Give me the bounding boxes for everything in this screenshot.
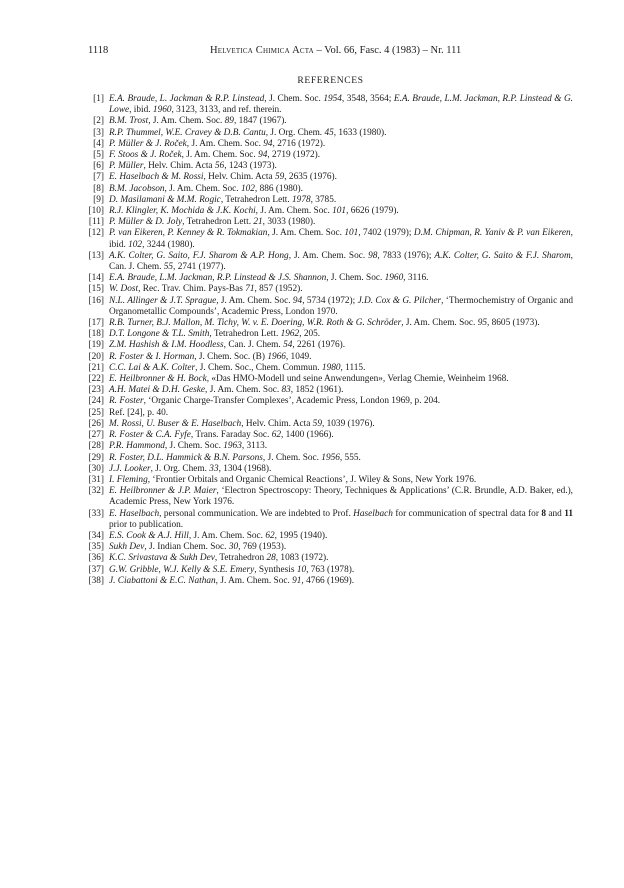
reference-authors: N.L. Allinger & J.T. Sprague <box>109 295 217 306</box>
reference-number: [ 8 ] <box>82 184 104 195</box>
reference-item <box>88 352 573 363</box>
reference-text: , 1633 (1980). <box>333 127 387 138</box>
reference-item <box>88 385 573 396</box>
reference-volume: 98 <box>368 250 378 261</box>
reference-text: , 1243 (1973). <box>224 161 277 172</box>
reference-volume: 30 <box>228 542 239 553</box>
reference-authors: A.K. Colter, G. Saito & F.J. Sharom <box>434 250 571 261</box>
reference-text: , 3785. <box>310 194 337 205</box>
reference-item <box>88 531 573 542</box>
reference-authors: E.A. Braude, L.M. Jackman, R.P. Linstead & J.S. Shannon <box>109 273 327 284</box>
reference-text: , J. Chem. Soc. (B) <box>194 351 268 362</box>
reference-text: , Helv. Chim. Acta <box>203 172 275 183</box>
reference-authors: R. Foster & C.A. Fyfe <box>109 430 191 441</box>
reference-volume: 59 <box>312 418 322 429</box>
reference-list <box>88 94 573 587</box>
reference-text: , 1847 (1967). <box>233 116 287 127</box>
reference-authors: Sukh Dev <box>109 542 145 553</box>
reference-authors: I. Fleming <box>109 474 148 485</box>
reference-text: , 3123, 3133, and ref. therein. <box>171 105 282 116</box>
reference-text: , J. Chem. Soc. <box>164 441 224 452</box>
reference-item <box>88 464 573 475</box>
reference-text: , Synthesis <box>254 564 297 575</box>
reference-item <box>88 363 573 374</box>
reference-item <box>88 396 573 407</box>
reference-text: , 7402 (1979); <box>358 228 414 239</box>
reference-authors: R.J. Klingler, K. Mochida & J.K. Kochi <box>109 206 256 217</box>
reference-authors: J.D. Cox & G. Pilcher <box>357 295 442 306</box>
reference-text: , 2716 (1972). <box>272 138 326 149</box>
reference-text: , Tetrahedron <box>214 553 267 564</box>
reference-authors: E.A. Braude, L. Jackman & R.P. Linstead <box>109 94 265 104</box>
reference-text: , J. Org. Chem. <box>265 127 325 138</box>
reference-text: , 1995 (1940). <box>274 530 328 541</box>
reference-text: , 8605 (1973). <box>486 318 540 329</box>
reference-authors: Z.M. Hashish & I.M. Hoodless <box>109 340 224 351</box>
reference-authors: R.B. Turner, B.J. Mallon, M. Tichy, W. v. E. Doering, W.R. Roth & G. Schröder <box>109 318 402 329</box>
reference-volume: 56 <box>214 161 225 172</box>
reference-authors: C.C. Lai & A.K. Colter <box>109 362 196 373</box>
reference-text: , 205. <box>299 329 321 340</box>
reference-volume: 1978 <box>292 194 311 205</box>
reference-text: , 1304 (1968). <box>218 463 272 474</box>
reference-volume: 1954 <box>323 94 342 104</box>
reference-item <box>88 217 573 228</box>
reference-volume: 1962 <box>280 329 300 340</box>
reference-authors: E. Haselbach & M. Rossi <box>109 172 204 183</box>
reference-number: [ 34 ] <box>82 531 104 542</box>
reference-item <box>88 318 573 329</box>
reference-text: , ibid. <box>129 105 153 116</box>
reference-text: , 2719 (1972). <box>267 150 321 161</box>
reference-text: Ref. [24], p. 40. <box>109 407 169 418</box>
reference-text: , Tetrahedron Lett. <box>182 217 254 228</box>
reference-item <box>88 542 573 553</box>
reference-authors: D. Masilamani & M.M. Rogic <box>109 194 221 205</box>
reference-number: [ 20 ] <box>82 352 104 363</box>
journal-name: Helvetica Chimica Acta <box>210 45 314 56</box>
compound-number: 8 <box>541 508 546 519</box>
reference-text: , 1049. <box>285 351 312 362</box>
reference-text: , 4766 (1969). <box>301 575 355 586</box>
reference-number: [ 17 ] <box>82 318 104 329</box>
reference-authors: B.M. Trost <box>109 116 149 127</box>
reference-text: , Helv. Chim. Acta <box>143 161 215 172</box>
reference-item <box>88 430 573 441</box>
reference-number: [ 15 ] <box>82 284 104 295</box>
reference-text: , ‘Organic Charge-Transfer Complexes’, Academic Press, London 1969, p. 204. <box>143 396 441 407</box>
reference-item <box>88 329 573 340</box>
reference-item <box>88 273 573 284</box>
reference-item <box>88 195 573 206</box>
reference-volume: 45 <box>324 127 334 138</box>
reference-text: , 3113. <box>241 441 268 452</box>
reference-text: , 3116. <box>403 273 429 284</box>
reference-item <box>88 94 573 116</box>
reference-text: , 1400 (1966). <box>281 430 334 441</box>
reference-number: [ 29 ] <box>82 453 104 464</box>
reference-volume: 91 <box>292 575 302 586</box>
reference-item <box>88 486 573 508</box>
reference-text: , J. Am. Chem. Soc. <box>205 385 282 396</box>
reference-number: [ 37 ] <box>82 565 104 576</box>
reference-number: [ 1 ] <box>82 94 104 105</box>
reference-volume: 95 <box>477 318 487 329</box>
reference-number: [ 25 ] <box>82 408 104 419</box>
reference-text: , 555. <box>339 452 361 463</box>
reference-authors: D.M. Chipman, R. Yaniv & P. van Eikeren <box>413 228 571 239</box>
reference-volume: 94 <box>263 138 273 149</box>
reference-item <box>88 161 573 172</box>
reference-text: , J. Am. Chem. Soc. <box>288 250 369 261</box>
reference-number: [ 12 ] <box>82 228 104 239</box>
reference-text: , Can. J. Chem. <box>109 250 573 273</box>
reference-text: , Can. J. Chem. <box>223 340 284 351</box>
reference-authors: D.T. Longone & T.L. Smith <box>109 329 210 340</box>
reference-number: [ 13 ] <box>82 251 104 262</box>
running-header <box>88 45 560 59</box>
reference-authors: P. Müller & J. Roček <box>109 138 187 149</box>
reference-text: , J. Chem. Soc. <box>326 273 385 284</box>
reference-volume: 1960 <box>384 273 404 284</box>
reference-text: , 7833 (1976); <box>377 250 435 261</box>
reference-text: , 3244 (1980). <box>142 239 195 250</box>
reference-text: and <box>545 508 565 519</box>
reference-number: [ 10 ] <box>82 206 104 217</box>
reference-number: [ 11 ] <box>82 217 104 228</box>
reference-volume: 62 <box>265 530 275 541</box>
reference-authors: E. Heilbronner & J.P. Maier <box>109 486 217 497</box>
reference-authors: R. Foster <box>109 396 144 407</box>
reference-authors: E. Haselbach <box>109 508 160 519</box>
reference-item <box>88 509 573 531</box>
reference-text: , J. Chem. Soc. <box>262 452 322 463</box>
reference-text: , Tetrahedron Lett. <box>220 194 293 205</box>
reference-item <box>88 296 573 318</box>
reference-volume: 1960 <box>152 105 172 116</box>
reference-volume: 33 <box>209 463 219 474</box>
reference-volume: 102 <box>240 183 255 194</box>
reference-item <box>88 441 573 452</box>
reference-text: , 1115. <box>340 362 366 373</box>
reference-number: [ 24 ] <box>82 396 104 407</box>
reference-authors: P. Müller & D. Joly <box>109 217 183 228</box>
reference-volume: 1956 <box>321 452 340 463</box>
reference-volume: 21 <box>253 217 263 228</box>
reference-text: , ‘Thermochemistry of Organic and Organometallic Compounds’, Academic Press, London 1970. <box>109 295 574 317</box>
reference-number: [ 35 ] <box>82 542 104 553</box>
reference-number: [ 18 ] <box>82 329 104 340</box>
reference-number: [ 31 ] <box>82 475 104 486</box>
reference-volume: 94 <box>258 150 268 161</box>
reference-volume: 101 <box>344 228 359 239</box>
reference-authors: E.A. Braude, L.M. Jackman, R.P. Linstead & G. Lowe <box>109 94 573 116</box>
reference-item <box>88 340 573 351</box>
reference-text: , J. Am. Chem. Soc. <box>216 295 293 306</box>
reference-number: [ 32 ] <box>82 486 104 497</box>
reference-number: [ 6 ] <box>82 161 104 172</box>
reference-volume: 83 <box>281 385 291 396</box>
reference-text: , 763 (1978). <box>306 564 355 575</box>
reference-authors: E.S. Cook & A.J. Hill <box>109 530 189 541</box>
reference-number: [ 9 ] <box>82 195 104 206</box>
reference-authors: J.J. Looker <box>109 463 151 474</box>
reference-authors: R. Foster, D.L. Hammick & B.N. Parsons <box>109 452 263 463</box>
reference-text: , J. Am. Chem. Soc. <box>255 206 333 217</box>
volume-info: – Vol. 66, Fasc. 4 (1983) – Nr. 111 <box>313 45 462 56</box>
reference-number: [ 14 ] <box>82 273 104 284</box>
reference-text: , «Das HMO-Modell und seine Anwendungen», Verlag Chemie, Weinheim 1968. <box>206 374 509 385</box>
reference-number: [ 21 ] <box>82 363 104 374</box>
reference-volume: 28 <box>266 553 276 564</box>
reference-number: [ 26 ] <box>82 419 104 430</box>
reference-volume: 89 <box>224 116 234 127</box>
reference-number: [ 16 ] <box>82 296 104 307</box>
reference-volume: 62 <box>271 430 281 441</box>
reference-authors: W. Dost <box>109 284 139 295</box>
reference-volume: 102 <box>128 239 143 250</box>
reference-text: , Trans. Faraday Soc. <box>190 430 272 441</box>
reference-text: , J. Am. Chem. Soc. <box>148 116 225 127</box>
reference-authors: A.K. Colter, G. Saito, F.J. Sharom & A.P. Hong <box>109 250 289 261</box>
reference-number: [ 19 ] <box>82 340 104 351</box>
reference-item <box>88 553 573 564</box>
reference-item <box>88 419 573 430</box>
reference-authors: K.C. Srivastava & Sukh Dev <box>109 553 215 564</box>
reference-text: , ‘Frontier Orbitals and Organic Chemical Reactions’, J. Wiley & Sons, New York 1976. <box>147 474 477 485</box>
reference-item <box>88 408 573 419</box>
reference-item <box>88 576 573 587</box>
reference-number: [ 23 ] <box>82 385 104 396</box>
reference-number: [ 5 ] <box>82 150 104 161</box>
reference-item <box>88 116 573 127</box>
reference-number: [ 36 ] <box>82 553 104 564</box>
reference-authors: R.P. Thummel, W.E. Cravey & D.B. Cantu <box>109 127 266 138</box>
reference-item <box>88 453 573 464</box>
reference-text: , ibid. <box>109 228 573 250</box>
reference-text: , J. Am. Chem. Soc. <box>215 575 293 586</box>
reference-item <box>88 284 573 295</box>
reference-item <box>88 128 573 139</box>
reference-volume: 94 <box>292 295 303 306</box>
reference-text: , 2741 (1977). <box>173 262 226 273</box>
reference-number: [ 7 ] <box>82 172 104 183</box>
reference-item <box>88 565 573 576</box>
reference-text: , 5734 (1972); <box>302 295 358 306</box>
reference-text: , 769 (1953). <box>238 542 287 553</box>
reference-number: [ 38 ] <box>82 576 104 587</box>
reference-authors: E. Heilbronner & H. Bock <box>109 374 207 385</box>
reference-volume: 1966 <box>267 351 286 362</box>
reference-authors: G.W. Gribble, W.J. Kelly & S.E. Emery <box>109 564 255 575</box>
reference-item <box>88 251 573 273</box>
reference-text: , J. Chem. Soc. <box>264 94 324 104</box>
reference-volume: 1963 <box>223 441 242 452</box>
reference-item <box>88 172 573 183</box>
reference-text: , ‘Electron Spectroscopy: Theory, Techniques & Applications’ (C.R. Brundle, A.D. Baker, ed.), Academic Press, New York 1976. <box>109 486 574 508</box>
compound-number: 11 <box>564 508 573 519</box>
reference-item <box>88 206 573 217</box>
reference-item <box>88 139 573 150</box>
reference-text: , 3548, 3564; <box>341 94 394 104</box>
reference-number: [ 3 ] <box>82 128 104 139</box>
reference-text: , 2635 (1976). <box>284 172 337 183</box>
reference-authors: Haselbach <box>353 508 393 519</box>
reference-volume: 54 <box>283 340 293 351</box>
reference-number: [ 4 ] <box>82 139 104 150</box>
reference-authors: P. Müller <box>109 161 144 172</box>
reference-text: , 1852 (1961). <box>290 385 344 396</box>
reference-item <box>88 374 573 385</box>
reference-text: , 6626 (1979). <box>346 206 399 217</box>
reference-text: , J. Am. Chem. Soc. <box>267 228 345 239</box>
reference-volume: 10 <box>296 564 307 575</box>
reference-volume: 59 <box>274 172 285 183</box>
reference-item <box>88 475 573 486</box>
reference-text: , J. Am. Chem. Soc. <box>401 318 478 329</box>
reference-text: , 857 (1952). <box>254 284 303 295</box>
reference-number: [ 2 ] <box>82 116 104 127</box>
reference-text: , Rec. Trav. Chim. Pays-Bas <box>138 284 246 295</box>
reference-text: , personal communication. We are indebted to Prof. <box>159 508 354 519</box>
page-number: 1118 <box>88 45 109 56</box>
reference-authors: P. van Eikeren, P. Kenney & R. Tokmakian <box>109 228 268 239</box>
reference-text: , J. Am. Chem. Soc. <box>186 138 264 149</box>
reference-text: , 1039 (1976). <box>321 418 375 429</box>
reference-text: , J. Am. Chem. Soc. <box>181 150 259 161</box>
reference-text: , 886 (1980). <box>254 183 303 194</box>
reference-text: , J. Chem. Soc., Chem. Commun. <box>195 362 322 373</box>
reference-text: prior to publication. <box>109 519 184 530</box>
reference-item <box>88 184 573 195</box>
reference-text: , J. Org. Chem. <box>150 463 210 474</box>
reference-text: , Helv. Chim. Acta <box>241 418 313 429</box>
reference-text: , Tetrahedron Lett. <box>209 329 281 340</box>
reference-text: , 3033 (1980). <box>262 217 316 228</box>
reference-number: [ 22 ] <box>82 374 104 385</box>
reference-text: , 2261 (1976). <box>292 340 346 351</box>
reference-number: [ 33 ] <box>82 509 104 520</box>
reference-item <box>88 150 573 161</box>
reference-authors: R. Foster & I. Horman <box>109 351 195 362</box>
reference-volume: 55 <box>163 262 174 273</box>
reference-authors: P.R. Hammond <box>109 441 165 452</box>
reference-authors: F. Stoos & J. Roček <box>109 150 182 161</box>
reference-number: [ 30 ] <box>82 464 104 475</box>
reference-text: , J. Am. Chem. Soc. <box>188 530 266 541</box>
reference-text: , 1083 (1972). <box>275 553 329 564</box>
reference-volume: 1980 <box>321 362 341 373</box>
reference-authors: A.H. Matei & D.H. Geske <box>109 385 206 396</box>
reference-authors: J. Ciabattoni & E.C. Nathan <box>109 575 216 586</box>
references-heading: REFERENCES <box>297 75 364 86</box>
reference-number: [ 28 ] <box>82 441 104 452</box>
reference-volume: 71 <box>245 284 255 295</box>
reference-number: [ 27 ] <box>82 430 104 441</box>
reference-text: , J. Indian Chem. Soc. <box>144 542 229 553</box>
reference-text: , J. Am. Chem. Soc. <box>164 183 241 194</box>
running-title <box>210 45 461 56</box>
reference-authors: M. Rossi, U. Buser & E. Haselbach <box>109 418 242 429</box>
reference-volume: 101 <box>332 206 347 217</box>
reference-item <box>88 228 573 250</box>
reference-text: for communication of spectral data for <box>392 508 542 519</box>
reference-authors: B.M. Jacobson <box>109 183 165 194</box>
